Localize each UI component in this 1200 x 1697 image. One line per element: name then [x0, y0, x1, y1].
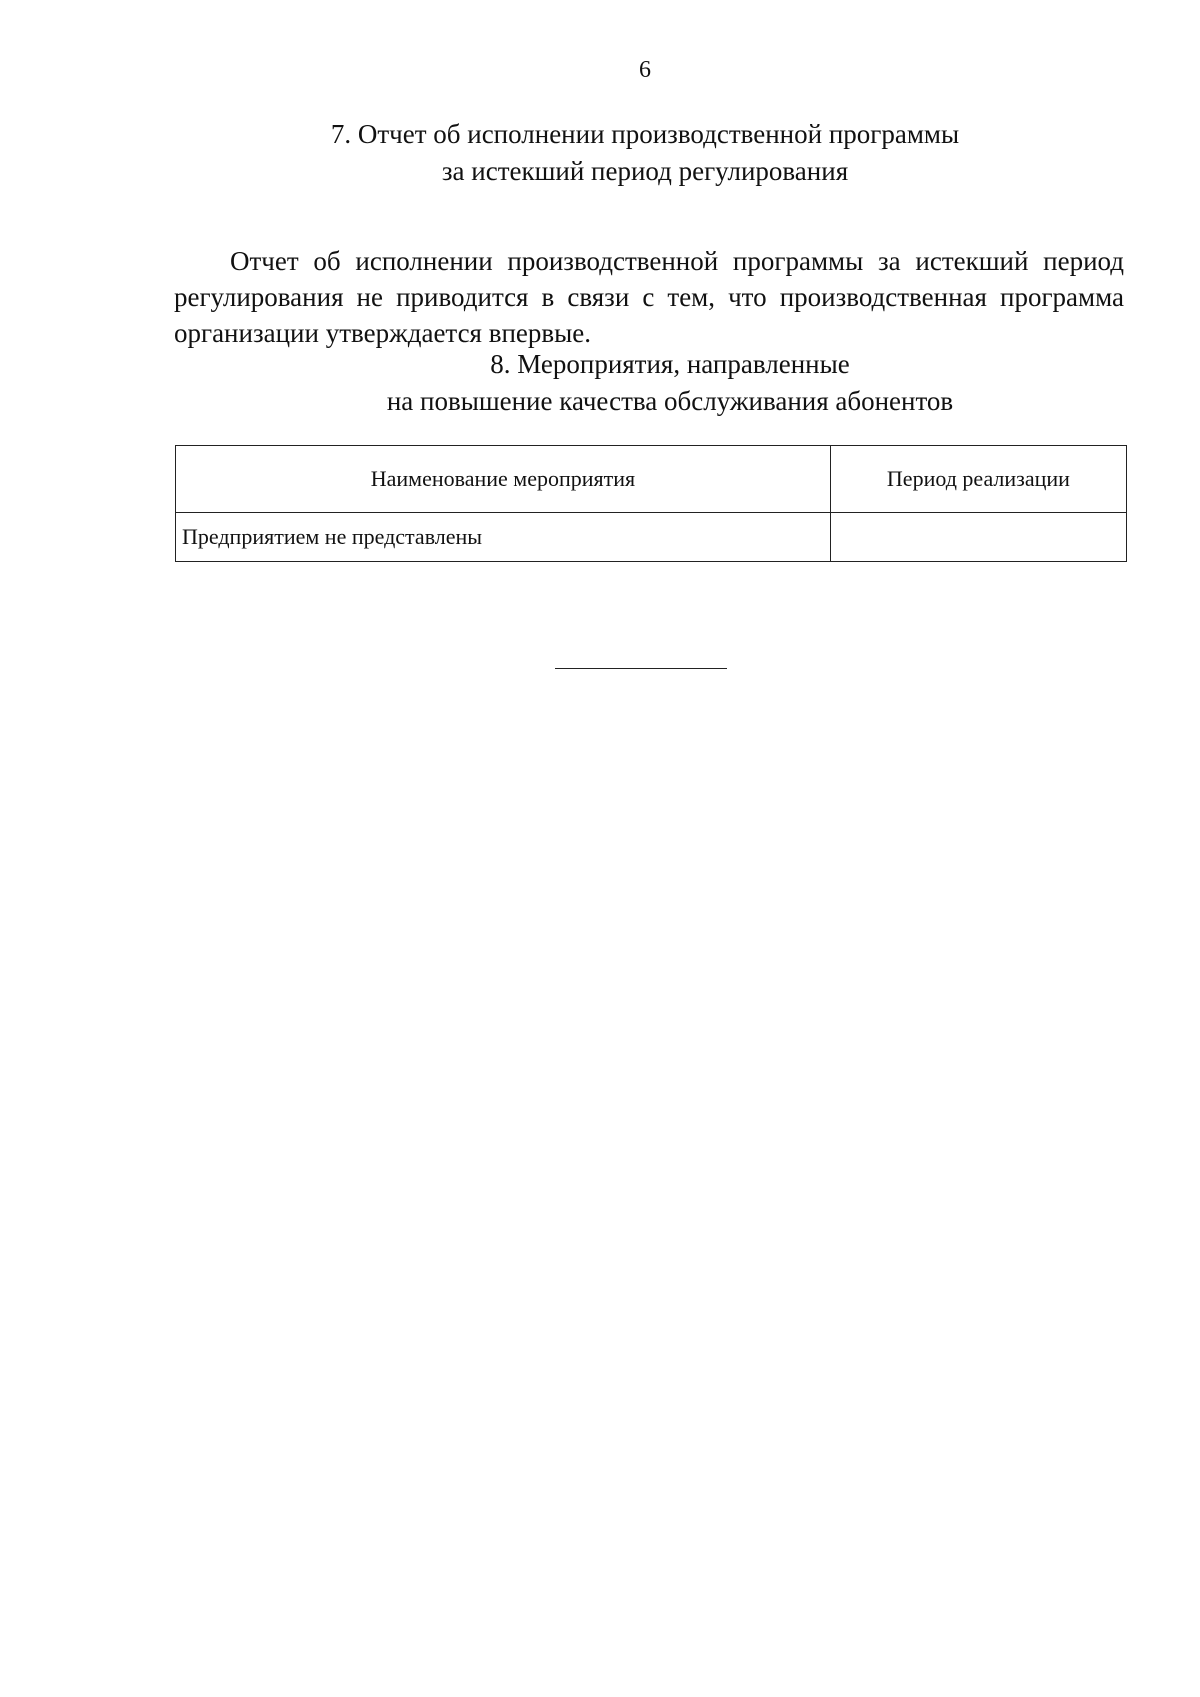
- measures-table: [175, 445, 1127, 562]
- section-7-paragraph: Отчет об исполнении производственной программы за истекший период регулирования не приводится в связи с тем, что производственная программа организации утверждается впервые.: [174, 246, 1124, 348]
- end-of-document-rule: [555, 668, 727, 669]
- section-7-heading-line-2: за истекший период регулирования: [441, 156, 849, 186]
- page-number: 6: [639, 57, 651, 83]
- section-7-heading-line-1: 7. Отчет об исполнении производственной программы: [330, 119, 960, 149]
- table-cell-period: [830, 513, 1126, 562]
- table-row: [176, 513, 1127, 562]
- table-header-period: Период реализации: [830, 446, 1126, 513]
- section-8-heading: [0, 346, 1200, 420]
- section-7-heading: [0, 116, 1200, 190]
- table-header-row: [176, 446, 1127, 513]
- table-header-measure-name: Наименование мероприятия: [176, 446, 831, 513]
- section-8-heading-line-2: на повышение качества обслуживания абонентов: [386, 386, 954, 416]
- table-cell-measure-name: Предприятием не представлены: [176, 513, 831, 562]
- section-8-heading-line-1: 8. Мероприятия, направленные: [490, 349, 850, 379]
